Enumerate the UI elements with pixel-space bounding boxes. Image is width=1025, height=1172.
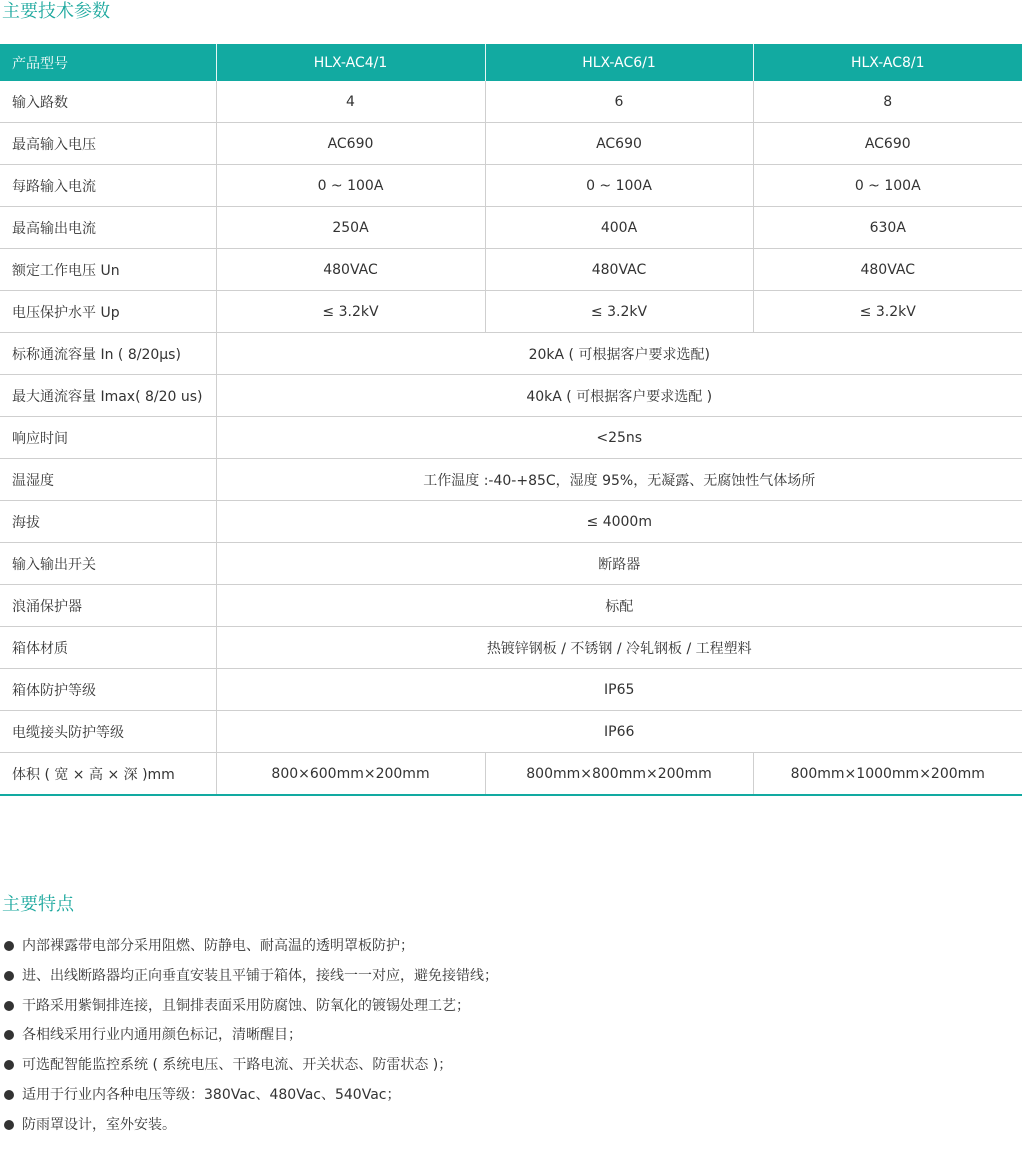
row-value: 800mm×800mm×200mm (485, 753, 753, 796)
row-value: 800×600mm×200mm (216, 753, 485, 796)
features-section-title: 主要特点 (2, 894, 74, 915)
table-row (0, 207, 1022, 249)
header-model-ac4: HLX-AC4/1 (216, 44, 485, 81)
row-label: 输入路数 (0, 81, 216, 123)
row-value-shared: 标配 (216, 585, 1022, 627)
list-item (4, 995, 498, 1025)
list-item (4, 1084, 498, 1114)
table-row (0, 417, 1022, 459)
table-row (0, 249, 1022, 291)
bullet-icon (4, 1120, 14, 1130)
bullet-icon (4, 1060, 14, 1070)
feature-text: 各相线采用行业内通用颜色标记，清晰醒目； (22, 1027, 302, 1044)
bullet-icon (4, 1090, 14, 1100)
feature-text: 内部裸露带电部分采用阻燃、防静电、耐高温的透明罩板防护； (22, 938, 414, 954)
row-value: 480VAC (753, 249, 1022, 291)
row-label: 温湿度 (0, 459, 216, 501)
specs-header-row (0, 44, 1022, 81)
row-value: ≤ 3.2kV (753, 291, 1022, 333)
feature-text: 可选配智能监控系统 ( 系统电压、干路电流、开关状态、防雷状态 )； (22, 1057, 453, 1074)
row-value-shared: <25ns (216, 417, 1022, 459)
row-label: 最高输入电压 (0, 123, 216, 165)
table-row (0, 543, 1022, 585)
row-value: 8 (753, 81, 1022, 123)
table-row (0, 291, 1022, 333)
list-item (4, 1054, 498, 1084)
row-label: 额定工作电压 Un (0, 249, 216, 291)
header-model-ac8: HLX-AC8/1 (753, 44, 1022, 81)
row-value: ≤ 3.2kV (485, 291, 753, 333)
bullet-icon (4, 1030, 14, 1040)
row-value-shared: 40kA ( 可根据客户要求选配 ) (216, 375, 1022, 417)
row-value: 4 (216, 81, 485, 123)
row-label: 每路输入电流 (0, 165, 216, 207)
row-label: 电压保护水平 Up (0, 291, 216, 333)
row-value-shared: ≤ 4000m (216, 501, 1022, 543)
row-label: 最高输出电流 (0, 207, 216, 249)
list-item (4, 1024, 498, 1054)
row-label: 箱体材质 (0, 627, 216, 669)
row-value-shared: IP65 (216, 669, 1022, 711)
header-model-ac6: HLX-AC6/1 (485, 44, 753, 81)
table-row (0, 711, 1022, 753)
bullet-icon (4, 941, 14, 951)
table-row (0, 123, 1022, 165)
feature-text: 适用于行业内各种电压等级：380Vac、480Vac、540Vac； (22, 1086, 401, 1103)
row-value: 0 ~ 100A (216, 165, 485, 207)
specs-table (0, 44, 1022, 796)
table-row (0, 375, 1022, 417)
row-value: AC690 (753, 123, 1022, 165)
table-row (0, 627, 1022, 669)
row-label: 最大通流容量 Imax( 8/20 us) (0, 375, 216, 417)
row-value: 630A (753, 207, 1022, 249)
row-value-shared: 热镀锌钢板 / 不锈钢 / 冷轧钢板 / 工程塑料 (216, 627, 1022, 669)
specs-table-body (0, 81, 1022, 795)
row-value: 0 ~ 100A (485, 165, 753, 207)
row-value-shared: 工作温度 :-40-+85C，湿度 95%，无凝露、无腐蚀性气体场所 (216, 459, 1022, 501)
table-row (0, 333, 1022, 375)
table-row (0, 501, 1022, 543)
row-value: 800mm×1000mm×200mm (753, 753, 1022, 796)
table-row (0, 459, 1022, 501)
row-label: 海拔 (0, 501, 216, 543)
row-value: AC690 (485, 123, 753, 165)
table-row (0, 165, 1022, 207)
specs-section-title: 主要技术参数 (2, 1, 110, 22)
row-value: ≤ 3.2kV (216, 291, 485, 333)
header-model-label: 产品型号 (0, 44, 216, 81)
row-value: 250A (216, 207, 485, 249)
table-row (0, 81, 1022, 123)
row-value: 0 ~ 100A (753, 165, 1022, 207)
row-label: 浪涌保护器 (0, 585, 216, 627)
row-value-shared: IP66 (216, 711, 1022, 753)
table-row (0, 585, 1022, 627)
features-list (4, 935, 498, 1144)
row-label: 电缆接头防护等级 (0, 711, 216, 753)
bullet-icon (4, 1001, 14, 1011)
table-row (0, 669, 1022, 711)
list-item (4, 965, 498, 995)
list-item (4, 935, 498, 965)
list-item (4, 1114, 498, 1144)
feature-text: 干路采用紫铜排连接，且铜排表面采用防腐蚀、防氧化的镀锡处理工艺； (22, 997, 470, 1014)
row-value: AC690 (216, 123, 485, 165)
row-value-shared: 断路器 (216, 543, 1022, 585)
row-value: 480VAC (216, 249, 485, 291)
row-value-shared: 20kA ( 可根据客户要求选配) (216, 333, 1022, 375)
row-value: 480VAC (485, 249, 753, 291)
row-label: 标称通流容量 In ( 8/20μs) (0, 333, 216, 375)
feature-text: 进、出线断路器均正向垂直安装且平铺于箱体，接线一一对应，避免接错线； (22, 967, 498, 984)
row-label: 箱体防护等级 (0, 669, 216, 711)
row-label: 响应时间 (0, 417, 216, 459)
row-value: 6 (485, 81, 753, 123)
row-value: 400A (485, 207, 753, 249)
bullet-icon (4, 971, 14, 981)
table-row (0, 753, 1022, 796)
row-label: 输入输出开关 (0, 543, 216, 585)
row-label: 体积 ( 宽 × 高 × 深 )mm (0, 753, 216, 796)
feature-text: 防雨罩设计，室外安装。 (22, 1116, 176, 1133)
